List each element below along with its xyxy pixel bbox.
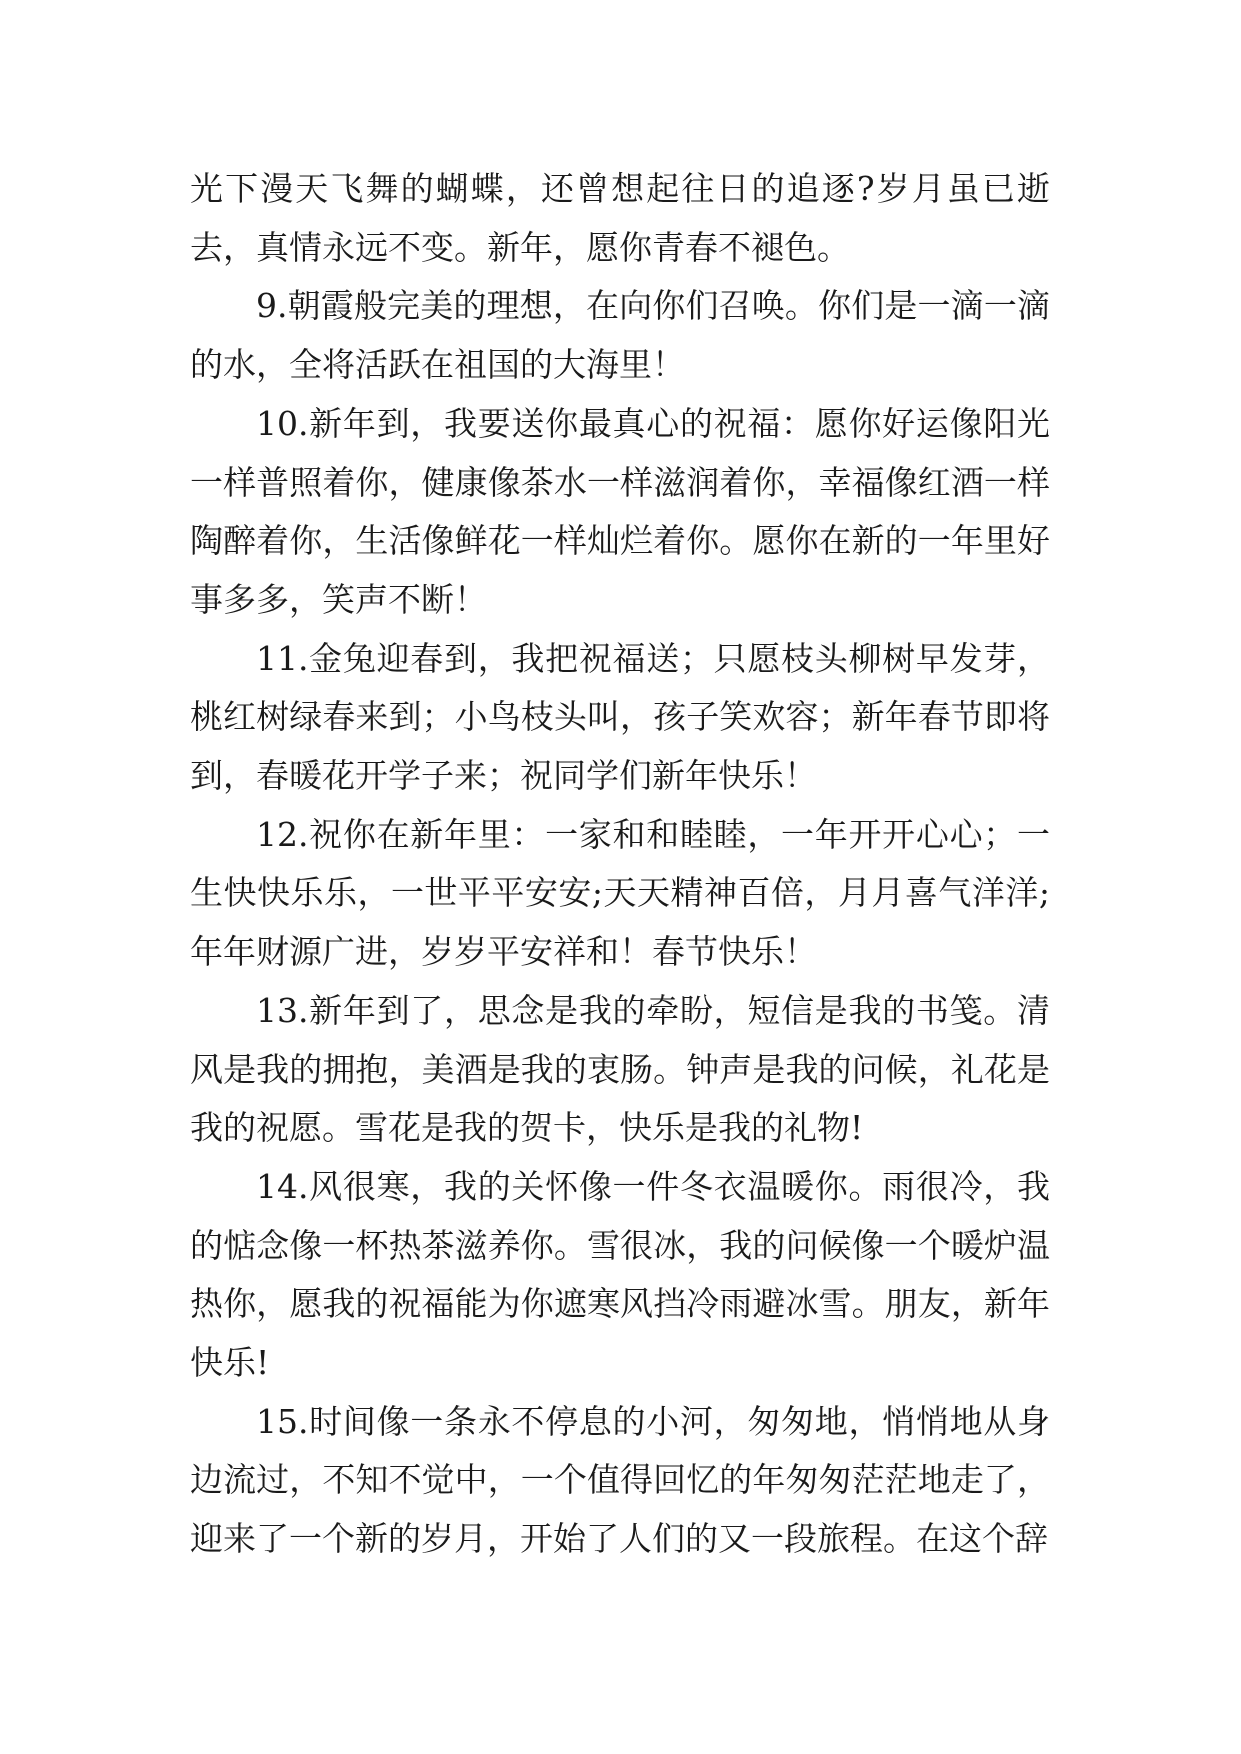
paragraph-continued: 光下漫天飞舞的蝴蝶，还曾想起往日的追逐?岁月虽已逝去，真情永远不变。新年，愿你青春不褪色。 [190, 169, 1050, 267]
paragraph-item-15: 15.时间像一条永不停息的小河，匆匆地，悄悄地从身边流过，不知不觉中，一个值得回忆的年匆匆茫茫地走了，迎来了一个新的岁月，开始了人们的又一段旅程。在这个辞 [190, 1401, 1050, 1559]
paragraph-item-10: 10.新年到，我要送你最真心的祝福：愿你好运像阳光一样普照着你，健康像茶水一样滋润着你，幸福像红酒一样陶醉着你，生活像鲜花一样灿烂着你。愿你在新的一年里好事多多，笑声不断！ [190, 403, 1050, 619]
document-body [190, 160, 1050, 1569]
paragraph-item-13: 13.新年到了，思念是我的牵盼，短信是我的书笺。清风是我的拥抱，美酒是我的衷肠。钟声是我的问候，礼花是我的祝愿。雪花是我的贺卡，快乐是我的礼物! [190, 990, 1050, 1148]
paragraph-item-14: 14.风很寒，我的关怀像一件冬衣温暖你。雨很冷，我的惦念像一杯热茶滋养你。雪很冰，我的问候像一个暖炉温热你，愿我的祝福能为你遮寒风挡冷雨避冰雪。朋友，新年快乐! [190, 1166, 1050, 1383]
paragraph-item-11: 11.金兔迎春到，我把祝福送；只愿枝头柳树早发芽，桃红树绿春来到；小鸟枝头叫，孩子笑欢容；新年春节即将到，春暖花开学子来；祝同学们新年快乐！ [190, 638, 1050, 796]
paragraph-item-12: 12.祝你在新年里：一家和和睦睦，一年开开心心；一生快快乐乐，一世平平安安;天天精神百倍，月月喜气洋洋;年年财源广进，岁岁平安祥和！春节快乐！ [190, 814, 1050, 972]
paragraph-item-9: 9.朝霞般完美的理想，在向你们召唤。你们是一滴一滴的水，全将活跃在祖国的大海里！ [190, 286, 1050, 385]
